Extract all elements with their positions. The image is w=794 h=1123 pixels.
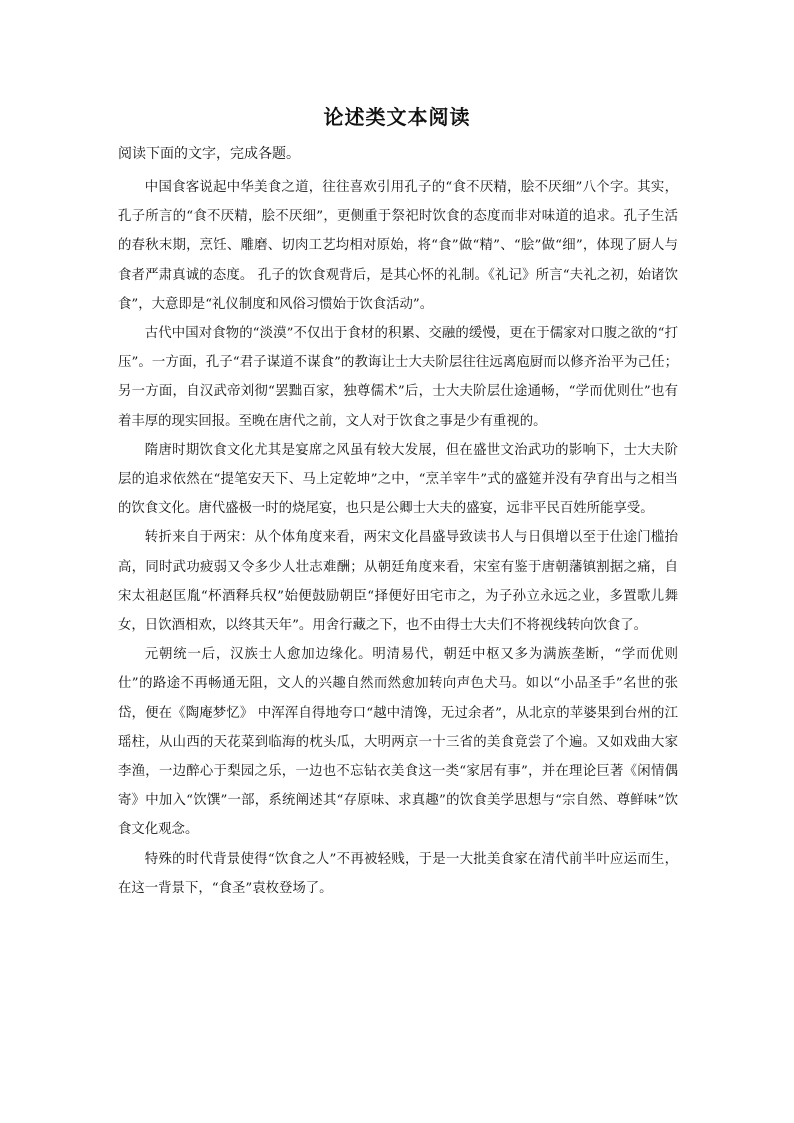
paragraph-6: 特殊的时代背景使得“饮食之人”不再被轻贱，于是一大批美食家在清代前半叶应运而生，在这一背景下，“食圣”袁枚登场了。 <box>118 851 678 896</box>
document-title: 论述类文本阅读 <box>323 105 471 129</box>
paragraph-5: 元朝统一后，汉族士人愈加边缘化。明清易代，朝廷中枢又多为满族垄断，“学而优则仕”的路途不再畅通无阻，文人的兴趣自然而然愈加转向声色犬马。如以“小品圣手”名世的张岱，便在《陶庵梦忆》 中浑浑自得地夸口“越中清馋，无过余者”，从北京的苹婆果到台州的江瑶柱，从山西的天花菜到临海的枕头瓜，大明两京一十三省的美食竟尝了个遍。又如戏曲大家李渔，一边醉心于梨园之乐，一边也不忘钻衣美食这一类“家居有事”，并在理论巨著《闲情偶寄》中加入“饮馔”一部，系统阐述其“存原味、求真趣”的饮食美学思想与“宗自然、尊鲜味”饮食文化观念。 <box>118 647 678 838</box>
article-body <box>118 173 678 903</box>
paragraph-4: 转折来自于两宋：从个体角度来看，两宋文化昌盛导致读书人与日俱增以至于仕途门槛抬高，同时武功疲弱又令多少人壮志难酬；从朝廷角度来看，宋室有鉴于唐朝藩镇割据之痛，自宋太祖赵匡胤“杯酒释兵权”始便鼓励朝臣“择便好田宅市之，为子孙立永远之业，多置歌儿舞女，日饮酒相欢，以终其天年”。用舍行藏之下，也不由得士大夫们不将视线转向饮食了。 <box>118 530 678 634</box>
paragraph-1: 中国食客说起中华美食之道，往往喜欢引用孔子的“食不厌精，脍不厌细”八个字。其实，孔子所言的“食不厌精，脍不厌细”，更侧重于祭祀时饮食的态度而非对味道的追求。孔子生活的春秋末期，烹饪、雕磨、切肉工艺均相对原始，将“食”做“精”、“脍”做“细”，体现了厨人与食者严肃真诚的态度。 孔子的饮食观背后，是其心怀的礼制。《礼记》所言“夫礼之初，始诸饮食”，大意即是“礼仪制度和风俗习惯始于饮食活动”。 <box>118 180 678 312</box>
paragraph-3: 隋唐时期饮食文化尤其是宴席之风虽有较大发展，但在盛世文治武功的影响下，士大夫阶层的追求依然在“提笔安天下、马上定乾坤”之中，“烹羊宰牛”式的盛筵并没有孕育出与之相当的饮食文化。唐代盛极一时的烧尾宴，也只是公卿士大夫的盛宴，远非平民百姓所能享受。 <box>118 442 678 517</box>
paragraph-2: 古代中国对食物的“淡漠”不仅出于食材的积累、交融的缓慢，更在于儒家对口腹之欲的“打压”。一方面，孔子“君子谋道不谋食”的教诲让士大夫阶层往往远离庖厨而以修齐治平为己任；另一方面，自汉武帝刘彻“罢黜百家，独尊儒术”后，士大夫阶层仕途通畅，“学而优则仕”也有着丰厚的现实回报。至晚在唐代之前，文人对于饮食之事是少有重视的。 <box>118 326 678 429</box>
reading-instruction: 阅读下面的文字，完成各题。 <box>118 146 300 162</box>
